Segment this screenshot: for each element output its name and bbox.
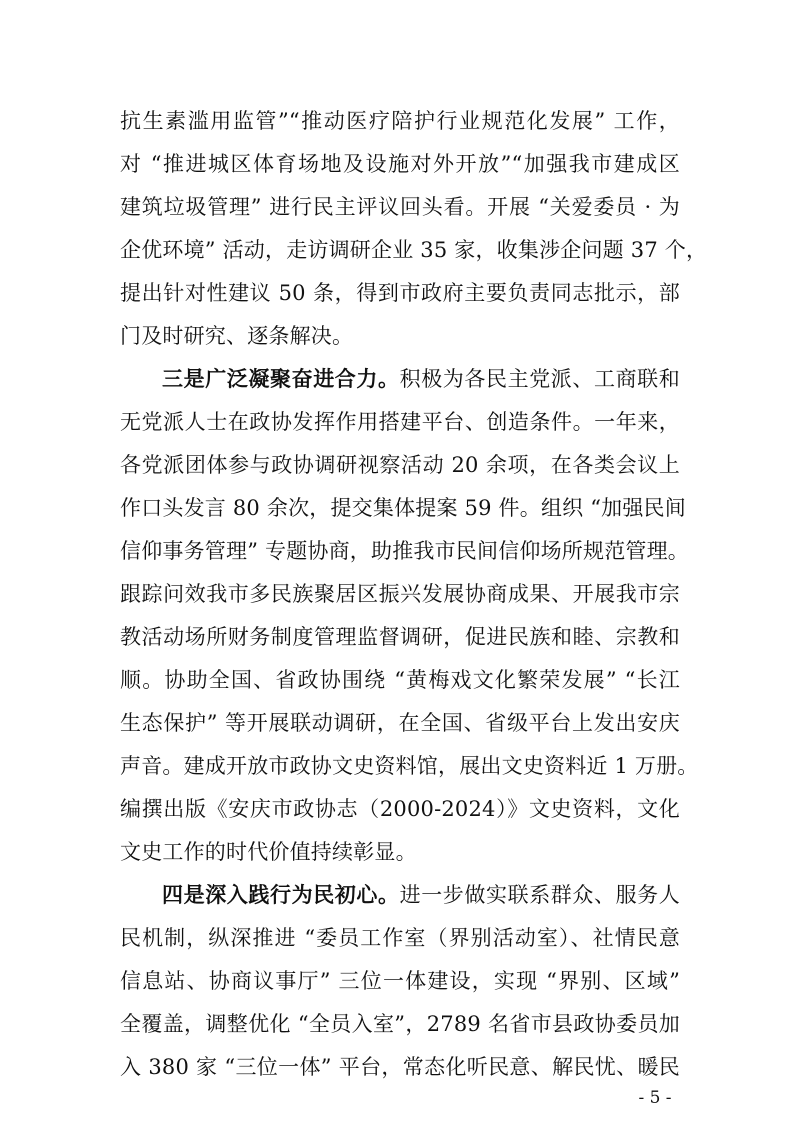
paragraph-3-line-5: 入 380 家 “三位一体” 平台，常态化听民意、解民忧、暖民: [120, 1055, 680, 1079]
paragraph-1-line-3: 建筑垃圾管理” 进行民主评议回头看。开展 “关爱委员 · 为: [120, 195, 680, 219]
paragraph-2-line-2: 无党派人士在政协发挥作用搭建平台、创造条件。一年来，: [120, 410, 680, 434]
page-number: - 5 -: [638, 1088, 672, 1108]
paragraph-2-first-line-text: 积极为各民主党派、工商联和: [399, 367, 680, 391]
paragraph-2-line-3: 各党派团体参与政协调研视察活动 20 余项，在各类会议上: [120, 453, 680, 477]
paragraph-1-line-6: 门及时研究、逐条解决。: [120, 324, 354, 348]
paragraph-2-line-5: 信仰事务管理” 专题协商，助推我市民间信仰场所规范管理。: [120, 539, 690, 563]
paragraph-2-line-8: 顺。协助全国、省政协围绕 “黄梅戏文化繁荣发展” “长江: [120, 668, 680, 692]
paragraph-2-line-9: 生态保护” 等开展联动调研，在全国、省级平台上发出安庆: [120, 711, 680, 735]
paragraph-3-first-line: [162, 873, 680, 917]
paragraph-1-line-2: 对 “推进城区体育场地及设施对外开放”“加强我市建成区: [120, 152, 680, 176]
paragraph-2-line-4: 作口头发言 80 余次，提交集体提案 59 件。组织 “加强民间: [120, 496, 686, 520]
paragraph-1-line-1: 抗生素滥用监管”“推动医疗陪护行业规范化发展” 工作，: [120, 109, 680, 133]
paragraph-2-line-6: 跟踪问效我市多民族聚居区振兴发展协商成果、开展我市宗: [120, 582, 680, 606]
paragraph-2-first-line: [162, 357, 680, 401]
paragraph-3-line-4: 全覆盖，调整优化 “全员入室”，2789 名省市县政协委员加: [120, 1012, 680, 1036]
paragraph-3-line-3: 信息站、协商议事厅” 三位一体建设，实现 “界别、区域”: [120, 969, 680, 993]
paragraph-2-line-7: 教活动场所财务制度管理监督调研，促进民族和睦、宗教和: [120, 625, 680, 649]
paragraph-2-heading: 三是广泛凝聚奋进合力。: [162, 366, 400, 391]
paragraph-1-line-4: 企优环境” 活动，走访调研企业 35 家，收集涉企问题 37 个，: [120, 238, 708, 262]
paragraph-3-first-line-text: 进一步做实联系群众、服务人: [399, 883, 680, 907]
paragraph-2-line-12: 文史工作的时代价值持续彰显。: [120, 840, 417, 864]
paragraph-3-line-2: 民机制，纵深推进 “委员工作室（界别活动室）、社情民意: [120, 926, 680, 950]
paragraph-3-heading: 四是深入践行为民初心。: [162, 882, 400, 907]
paragraph-2-line-10: 声音。建成开放市政协文史资料馆，展出文史资料近 1 万册。: [120, 754, 699, 778]
paragraph-2-line-11: 编撰出版《安庆市政协志（2000-2024）》文史资料，文化: [120, 797, 680, 821]
paragraph-1-line-5: 提出针对性建议 50 条，得到市政府主要负责同志批示，部: [120, 281, 680, 305]
